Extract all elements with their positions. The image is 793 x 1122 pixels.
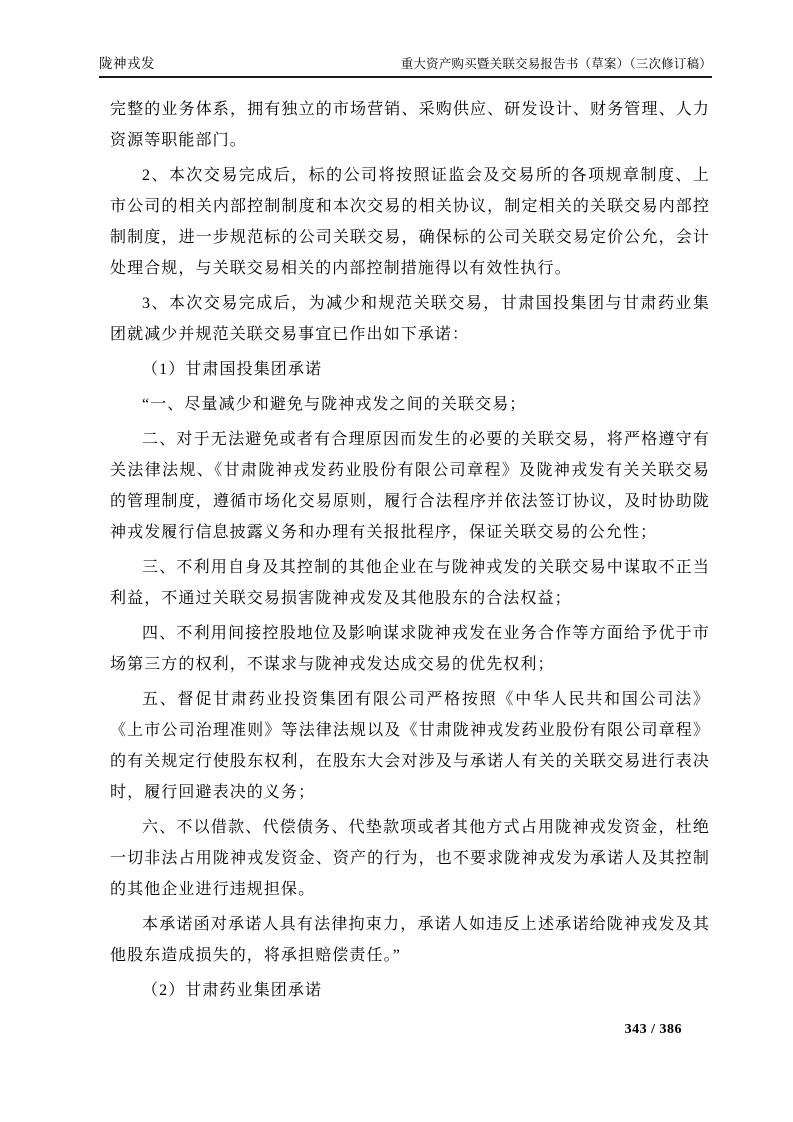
page-footer — [625, 1022, 682, 1038]
paragraph: 2、本次交易完成后，标的公司将按照证监会及交易所的各项规章制度、上市公司的相关内部控制制度和本次交易的相关协议，制定相关的关联交易内部控制制度，进一步规范标的公司关联交易，确保标的公司关联交易定价公允，会计处理合规，与关联交易相关的内部控制措施得以有效性执行。 — [110, 167, 710, 277]
paragraph: 二、对于无法避免或者有合理原因而发生的必要的关联交易，将严格遵守有关法律法规、《甘肃陇神戎发药业股份有限公司章程》及陇神戎发有关关联交易的管理制度，遵循市场化交易原则，履行合法程序并依法签订协议，及时协助陇神戎发履行信息披露义务和办理有关报批程序，保证关联交易的公允性； — [110, 431, 710, 541]
paragraph: （2）甘肃药业集团承诺 — [142, 982, 323, 999]
page-header — [99, 52, 712, 78]
paragraph: 完整的业务体系，拥有独立的市场营销、采购供应、研发设计、财务管理、人力资源等职能部门。 — [110, 101, 710, 149]
page-number: 343 / 386 — [624, 1022, 682, 1037]
paragraph: 四、不利用间接控股地位及影响谋求陇神戎发在业务合作等方面给予优于市场第三方的权利，不谋求与陇神戎发达成交易的优先权利； — [110, 625, 710, 673]
paragraph: 3、本次交易完成后，为减少和规范关联交易，甘肃国投集团与甘肃药业集团就减少并规范关联交易事宜已作出如下承诺： — [110, 295, 710, 343]
paragraph: “一、尽量减少和避免与陇神戎发之间的关联交易； — [142, 396, 527, 413]
paragraph: 三、不利用自身及其控制的其他企业在与陇神戎发的关联交易中谋取不正当利益，不通过关联交易损害陇神戎发及其他股东的合法权益； — [110, 559, 710, 607]
header-company-name: 陇神戎发 — [99, 56, 155, 71]
paragraph: 五、督促甘肃药业投资集团有限公司严格按照《中华人民共和国公司法》《上市公司治理准则》等法律法规以及《甘肃陇神戎发药业股份有限公司章程》的有关规定行使股东权利，在股东大会对涉及与承诺人有关的关联交易进行表决时，履行回避表决的义务； — [110, 691, 710, 801]
paragraph: （1）甘肃国投集团承诺 — [142, 361, 323, 378]
paragraph: 本承诺函对承诺人具有法律拘束力，承诺人如违反上述承诺给陇神戎发及其他股东造成损失的，将承担赔偿责任。” — [110, 916, 710, 964]
document-body — [110, 94, 710, 1006]
paragraph: 六、不以借款、代偿债务、代垫款项或者其他方式占用陇神戎发资金，杜绝一切非法占用陇神戎发资金、资产的行为，也不要求陇神戎发为承诺人及其控制的其他企业进行违规担保。 — [110, 819, 710, 898]
header-report-title: 重大资产购买暨关联交易报告书（草案）（三次修订稿） — [400, 57, 712, 71]
